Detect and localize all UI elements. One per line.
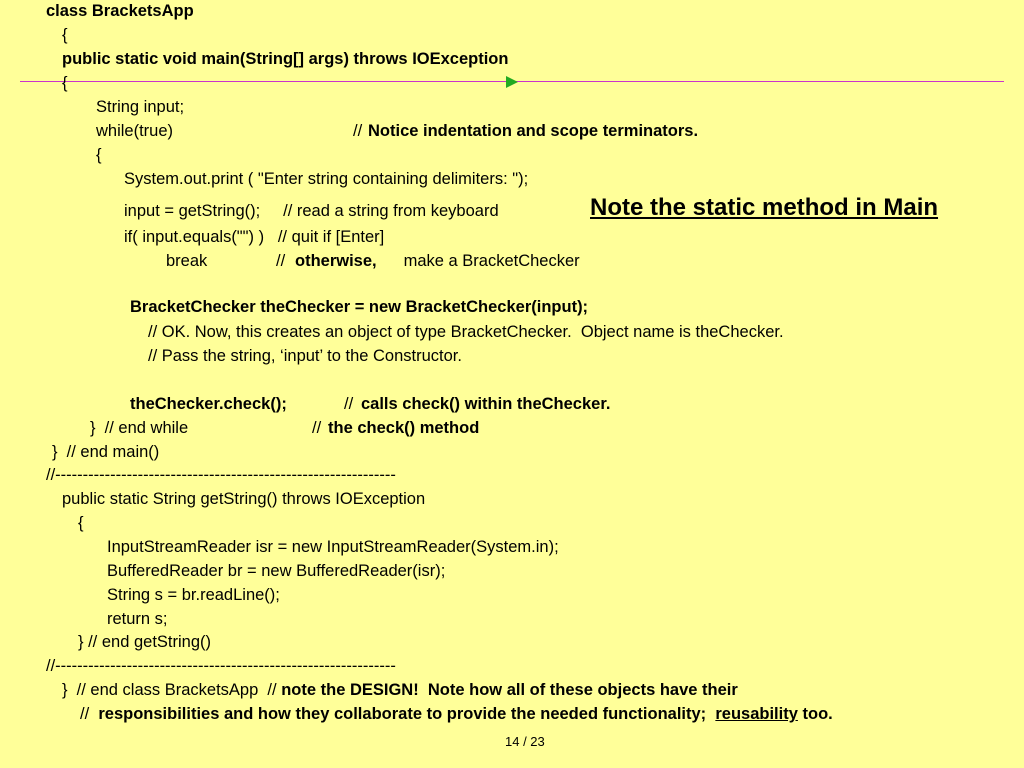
code-line-comment-ok: // OK. Now, this creates an object of type BracketChecker. Object name is theChecker. — [148, 323, 784, 341]
design-note: note the DESIGN! Note how all of these objects have their — [281, 681, 738, 699]
code-line-end-class — [62, 680, 738, 700]
code-line-getstring: input = getString(); // read a string from keyboard — [124, 202, 499, 220]
end-class-text: } // end class BracketsApp // — [62, 681, 282, 699]
code-line-string-input: String input; — [96, 98, 185, 116]
comment-slashes: // — [80, 705, 99, 723]
comment-calls-check: calls check() within theChecker. — [361, 395, 611, 413]
comment-make-checker: make a BracketChecker — [399, 252, 580, 270]
code-line-end-main: } // end main() — [52, 443, 160, 461]
comment-otherwise: otherwise, — [295, 252, 377, 270]
code-line-readline: String s = br.readLine(); — [107, 586, 280, 604]
code-line-getstring-brace: { — [78, 514, 84, 532]
comment-notice-indentation: Notice indentation and scope terminators. — [368, 122, 699, 140]
code-line-end-getstring: } // end getString() — [78, 633, 211, 651]
break-keyword: break — [166, 252, 208, 270]
code-line-brace-open: { — [62, 26, 68, 44]
code-line-while — [96, 121, 699, 141]
play-arrow-icon — [506, 76, 518, 88]
code-line-main-brace: { — [62, 74, 68, 92]
code-line-break — [166, 251, 580, 271]
code-separator-2: //-------------------------------------------------------------- — [46, 657, 396, 675]
code-line-main-signature: public static void main(String[] args) throws IOException — [62, 50, 509, 68]
end-while-text: } // end while — [90, 419, 189, 437]
code-line-if: if( input.equals("") ) // quit if [Enter] — [124, 228, 385, 246]
reusability-word: reusability — [715, 705, 798, 723]
code-line-isr: InputStreamReader isr = new InputStreamReader(System.in); — [107, 538, 559, 556]
comment-slashes: // — [276, 252, 290, 270]
code-line-end-while — [90, 418, 480, 438]
code-line-comment-pass: // Pass the string, ‘input’ to the Constructor. — [148, 347, 462, 365]
responsibilities-note: responsibilities and how they collaborate to provide the needed functionality; — [98, 705, 716, 723]
code-separator-1: //-------------------------------------------------------------- — [46, 466, 396, 484]
code-line-br: BufferedReader br = new BufferedReader(isr); — [107, 562, 446, 580]
while-keyword: while(true) — [96, 122, 174, 140]
code-line-return: return s; — [107, 610, 168, 628]
check-call: theChecker.check(); — [130, 395, 287, 413]
code-line-responsibilities — [80, 704, 833, 724]
code-line-while-brace: { — [96, 146, 102, 164]
comment-slashes: // — [312, 419, 326, 437]
code-line-new-checker: BracketChecker theChecker = new BracketChecker(input); — [130, 298, 589, 316]
code-line-check-call — [130, 394, 611, 414]
code-line-print: System.out.print ( "Enter string containing delimiters: "); — [124, 170, 529, 188]
comment-slashes: // — [344, 395, 358, 413]
comment-slashes: // — [353, 122, 363, 140]
callout-note: Note the static method in Main — [590, 194, 939, 221]
comment-check-method: the check() method — [328, 419, 480, 437]
code-line-getstring-signature: public static String getString() throws IOException — [62, 490, 426, 508]
page-number: 14 / 23 — [505, 734, 545, 749]
code-line-class-decl: class BracketsApp — [46, 2, 194, 20]
too-word: too. — [797, 705, 833, 723]
